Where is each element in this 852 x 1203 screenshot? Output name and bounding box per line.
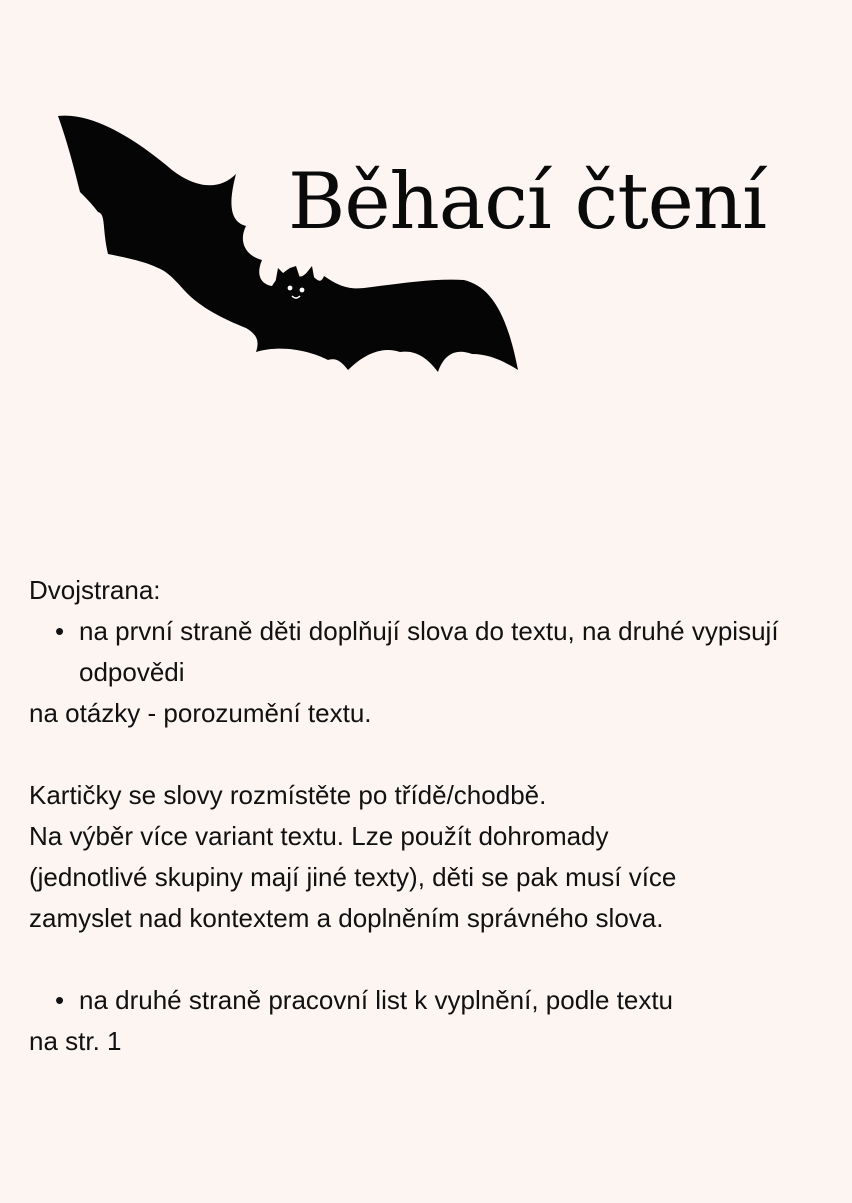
- paragraph-line-1: Kartičky se slovy rozmístěte po třídě/chodbě.: [29, 780, 547, 810]
- bullet-dot-icon: •: [55, 985, 65, 1015]
- spacer: [29, 939, 809, 980]
- spacer: [29, 734, 809, 775]
- bullet-text-1: na první straně děti doplňují slova do textu, na druhé vypisují odpovědi: [79, 616, 779, 687]
- paragraph-line-2: Na výběr více variant textu. Lze použít dohromady: [29, 821, 609, 851]
- instructions-body: [29, 570, 809, 1062]
- intro-label: Dvojstrana:: [29, 575, 161, 605]
- bullet-dot-icon: •: [55, 616, 65, 646]
- bullet-item-2: [29, 980, 809, 1021]
- bullet-continuation-2: na str. 1: [29, 1026, 122, 1056]
- bullet-continuation-1: na otázky - porozumění textu.: [29, 698, 372, 728]
- bat-eye-left: [288, 286, 293, 291]
- page-title: Běhací čtení: [288, 157, 767, 247]
- bat-illustration: [50, 108, 530, 388]
- paragraph-line-3: (jednotlivé skupiny mají jiné texty), děti se pak musí více: [29, 862, 677, 892]
- bullet-item-1: [29, 611, 809, 693]
- paragraph-line-4: zamyslet nad kontextem a doplněním správného slova.: [29, 903, 664, 933]
- bullet-text-2: na druhé straně pracovní list k vyplnění, podle textu: [79, 985, 674, 1015]
- bat-eye-right: [300, 288, 305, 293]
